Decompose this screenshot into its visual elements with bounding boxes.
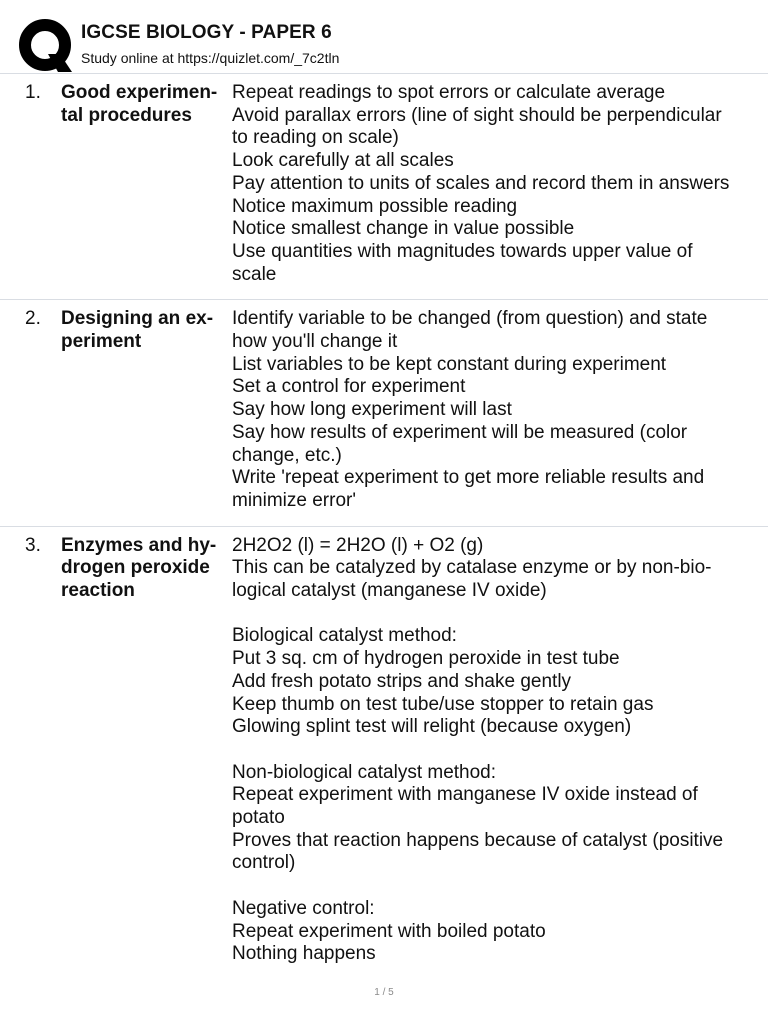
definition-line: Negative control: bbox=[232, 897, 375, 919]
page-header bbox=[0, 0, 768, 76]
definition-line: Use quantities with magnitudes towards upper value of bbox=[232, 240, 693, 262]
flashcard-list bbox=[0, 73, 768, 979]
definition-line: Keep thumb on test tube/use stopper to retain gas bbox=[232, 693, 654, 715]
definition-line bbox=[232, 739, 752, 762]
definition-line: 2H2O2 (l) = 2H2O (l) + O2 (g) bbox=[232, 534, 484, 556]
card-number: 1. bbox=[25, 82, 41, 103]
term-line: Enzymes and hy- bbox=[61, 534, 217, 556]
definition-line: Notice smallest change in value possible bbox=[232, 218, 575, 240]
definition-line: Proves that reaction happens because of catalyst (positive bbox=[232, 829, 724, 851]
definition-line: Look carefully at all scales bbox=[232, 150, 454, 172]
definition-line: Write 'repeat experiment to get more reliable results and bbox=[232, 467, 705, 489]
definition-line: Say how results of experiment will be measured (color bbox=[232, 421, 688, 443]
definition-line: This can be catalyzed by catalase enzyme or by non-bio- bbox=[232, 557, 712, 579]
definition-line: Pay attention to units of scales and record them in answers bbox=[232, 172, 730, 194]
study-link-text: Study online at https://quizlet.com/_7c2tln bbox=[81, 50, 340, 66]
term-line: tal procedures bbox=[61, 104, 192, 126]
definition-line: Say how long experiment will last bbox=[232, 399, 512, 421]
definition-line: how you'll change it bbox=[232, 331, 398, 353]
card-definition bbox=[232, 82, 752, 286]
definition-line: potato bbox=[232, 807, 285, 829]
definition-line: Identify variable to be changed (from question) and state bbox=[232, 308, 708, 330]
definition-line: change, etc.) bbox=[232, 444, 342, 466]
card-term bbox=[61, 308, 229, 353]
term-line: Designing an ex- bbox=[61, 308, 214, 330]
definition-line: Repeat experiment with manganese IV oxide instead of bbox=[232, 784, 698, 806]
definition-line: Add fresh potato strips and shake gently bbox=[232, 670, 572, 692]
definition-line: control) bbox=[232, 852, 296, 874]
definition-line: Notice maximum possible reading bbox=[232, 195, 518, 217]
definition-line: Nothing happens bbox=[232, 943, 376, 965]
flashcard-row bbox=[0, 526, 768, 979]
term-line: drogen peroxide bbox=[61, 557, 210, 579]
page-indicator: 1 / 5 bbox=[374, 987, 394, 998]
term-line: Good experimen- bbox=[61, 82, 218, 103]
flashcard-row bbox=[0, 299, 768, 525]
page-title: IGCSE BIOLOGY - PAPER 6 bbox=[81, 22, 332, 43]
card-definition bbox=[232, 535, 752, 966]
definition-line: Repeat readings to spot errors or calculate average bbox=[232, 82, 666, 103]
definition-line: Repeat experiment with boiled potato bbox=[232, 920, 546, 942]
card-number: 2. bbox=[25, 308, 41, 330]
flashcard-row bbox=[0, 73, 768, 299]
definition-line: Non-biological catalyst method: bbox=[232, 761, 497, 783]
definition-line: Biological catalyst method: bbox=[232, 625, 457, 647]
definition-line: Set a control for experiment bbox=[232, 376, 466, 398]
definition-line bbox=[232, 603, 752, 626]
definition-line: minimize error' bbox=[232, 489, 356, 511]
card-term bbox=[61, 82, 229, 127]
term-line: periment bbox=[61, 331, 142, 353]
definition-line: List variables to be kept constant during experiment bbox=[232, 353, 667, 375]
definition-line bbox=[232, 875, 752, 898]
definition-line: logical catalyst (manganese IV oxide) bbox=[232, 580, 547, 602]
card-definition bbox=[232, 308, 752, 512]
definition-line: scale bbox=[232, 263, 277, 285]
card-term bbox=[61, 535, 229, 603]
card-number: 3. bbox=[25, 534, 41, 556]
definition-line: Glowing splint test will relight (because oxygen) bbox=[232, 716, 632, 738]
definition-line: Put 3 sq. cm of hydrogen peroxide in test tube bbox=[232, 648, 620, 670]
term-line: reaction bbox=[61, 580, 135, 602]
quizlet-q-logo-icon bbox=[18, 18, 72, 74]
definition-line: Avoid parallax errors (line of sight should be perpendicular bbox=[232, 104, 722, 126]
definition-line: to reading on scale) bbox=[232, 127, 399, 149]
